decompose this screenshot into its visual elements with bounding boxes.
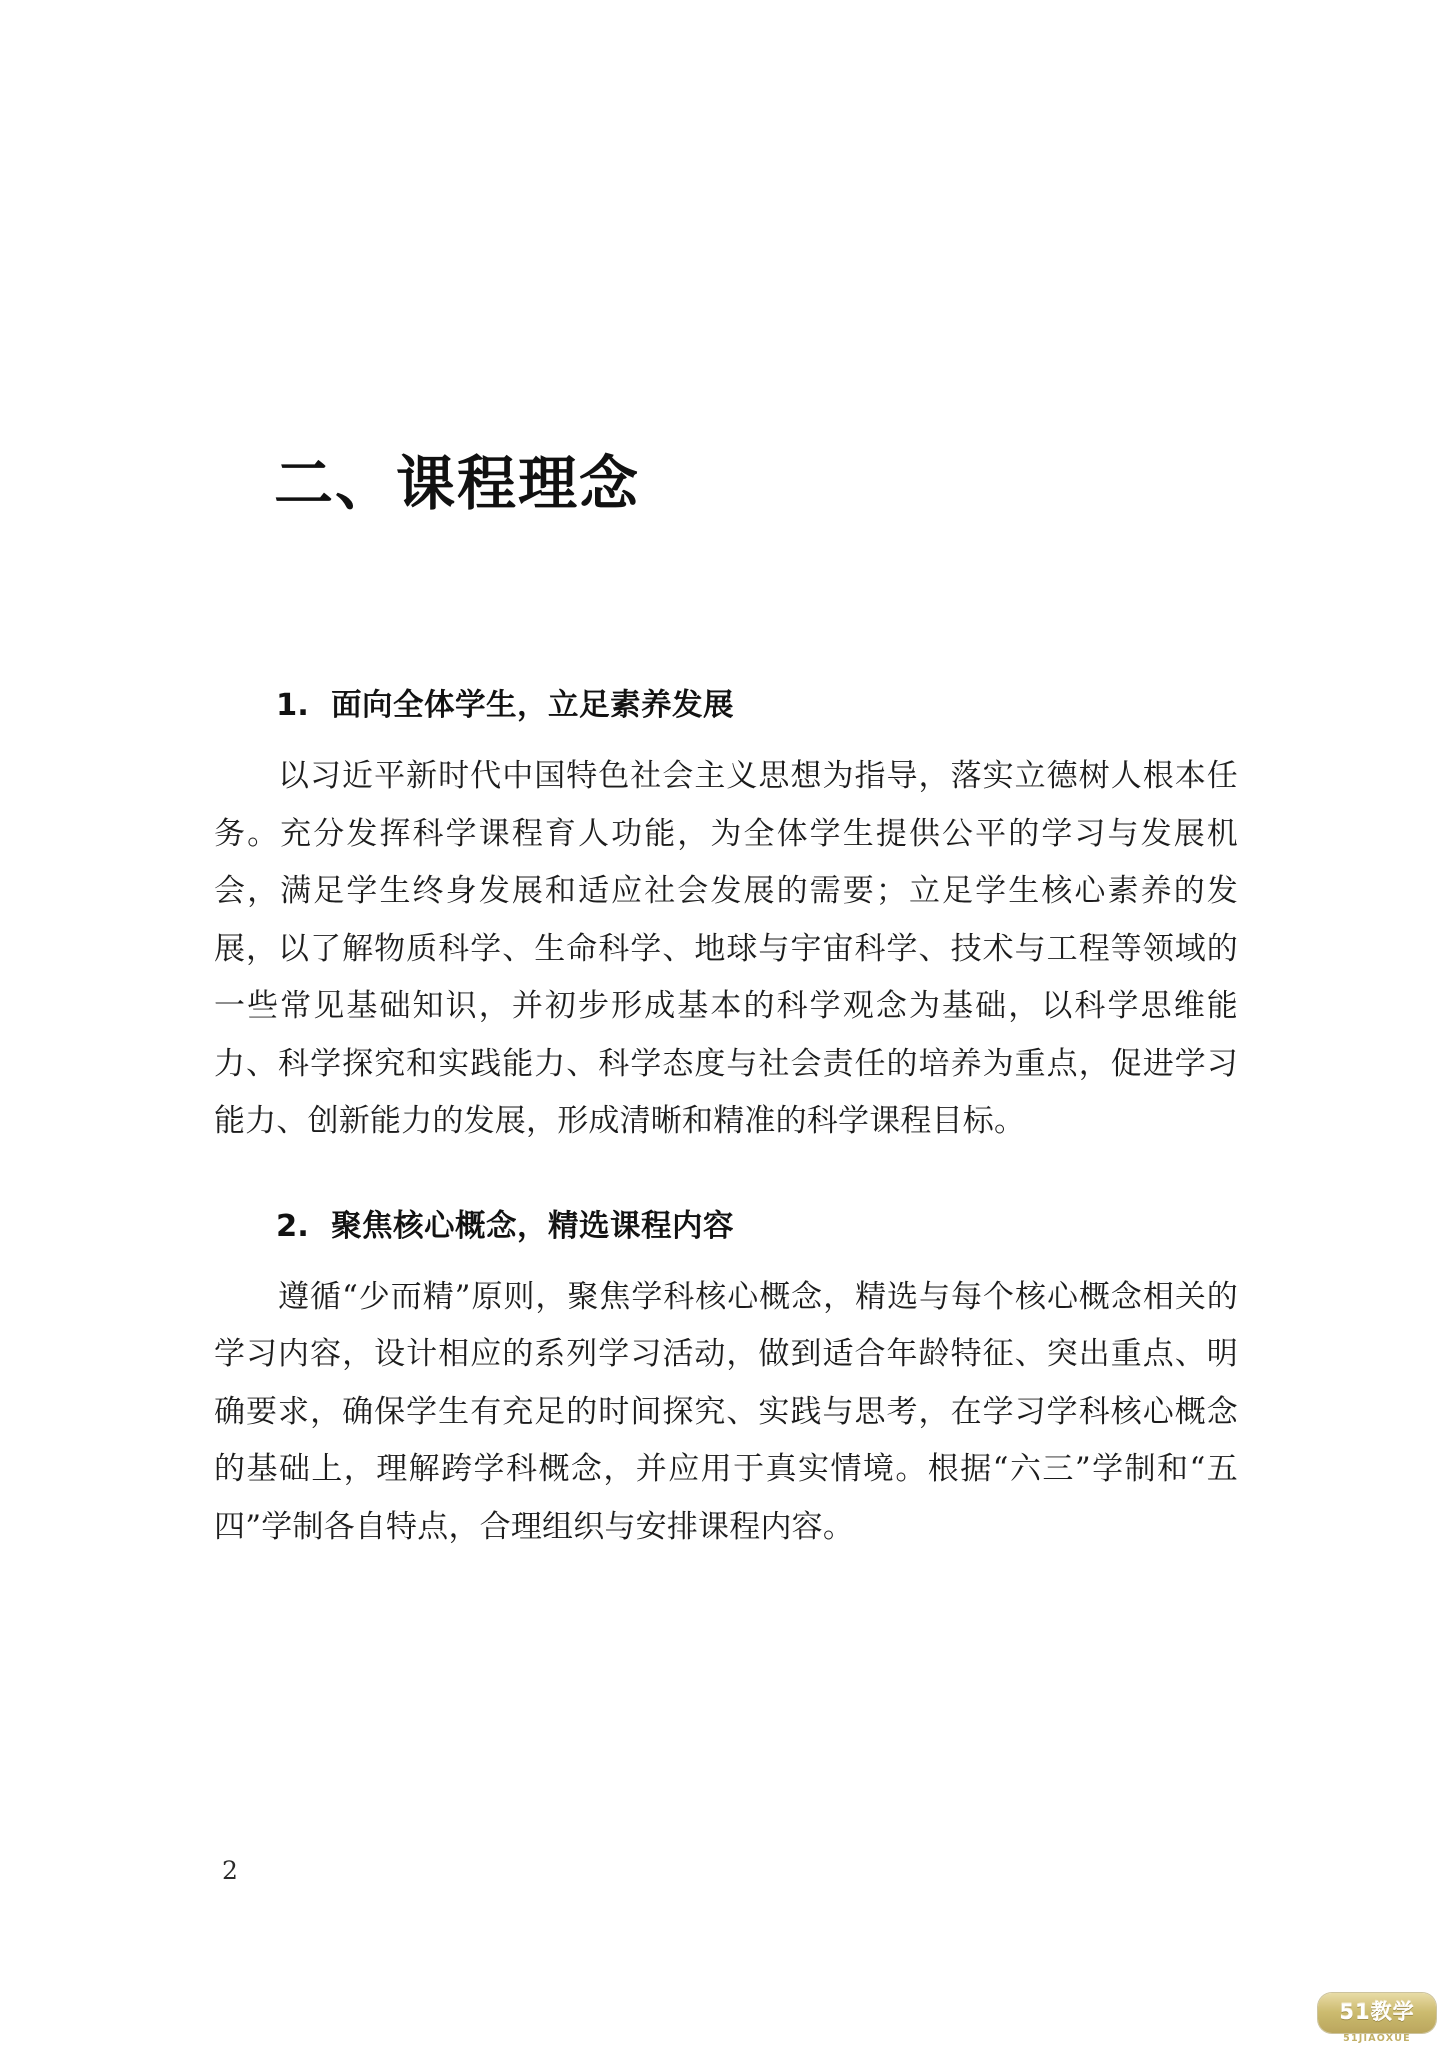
section-title-2: 聚焦核心概念，精选课程内容 [331, 1208, 735, 1244]
spacer [214, 726, 1238, 748]
spacer [214, 1247, 1238, 1269]
watermark-main-text: 51教学 [1339, 2000, 1415, 2025]
watermark-logo [1313, 1993, 1441, 2043]
page-number: 2 [222, 1856, 238, 1885]
section-paragraph-1: 以习近平新时代中国特色社会主义思想为指导，落实立德树人根本任务。充分发挥科学课程育人功能，为全体学生提供公平的学习与发展机会，满足学生终身发展和适应社会发展的需要；立足学生核心素养的发展，以了解物质科学、生命科学、地球与宇宙科学、技术与工程等领域的一些常见基础知识，并初步形成基本的科学观念为基础，以科学思维能力、科学探究和实践能力、科学态度与社会责任的培养为重点，促进学习能力、创新能力的发展，形成清晰和精准的科学课程目标。 [214, 758, 1238, 1140]
section-heading-1 [214, 685, 1238, 726]
section-number-1: 1. [276, 687, 309, 723]
page-content [214, 0, 1238, 1556]
spacer [214, 1151, 1238, 1206]
chapter-title: 二、课程理念 [274, 449, 641, 518]
watermark-plate [1318, 1993, 1436, 2033]
watermark-sub-text: 51JIAOXUE [1343, 2032, 1411, 2044]
section-title-1: 面向全体学生，立足素养发展 [331, 687, 735, 723]
section-heading-2 [214, 1206, 1238, 1247]
section-paragraph-2: 遵循“少而精”原则，聚焦学科核心概念，精选与每个核心概念相关的学习内容，设计相应的系列学习活动，做到适合年龄特征、突出重点、明确要求，确保学生有充足的时间探究、实践与思考，在学习学科核心概念的基础上，理解跨学科概念，并应用于真实情境。根据“六三”学制和“五四”学制各自特点，合理组织与安排课程内容。 [214, 1278, 1238, 1545]
spacer [214, 517, 1238, 685]
section-number-2: 2. [276, 1208, 309, 1244]
